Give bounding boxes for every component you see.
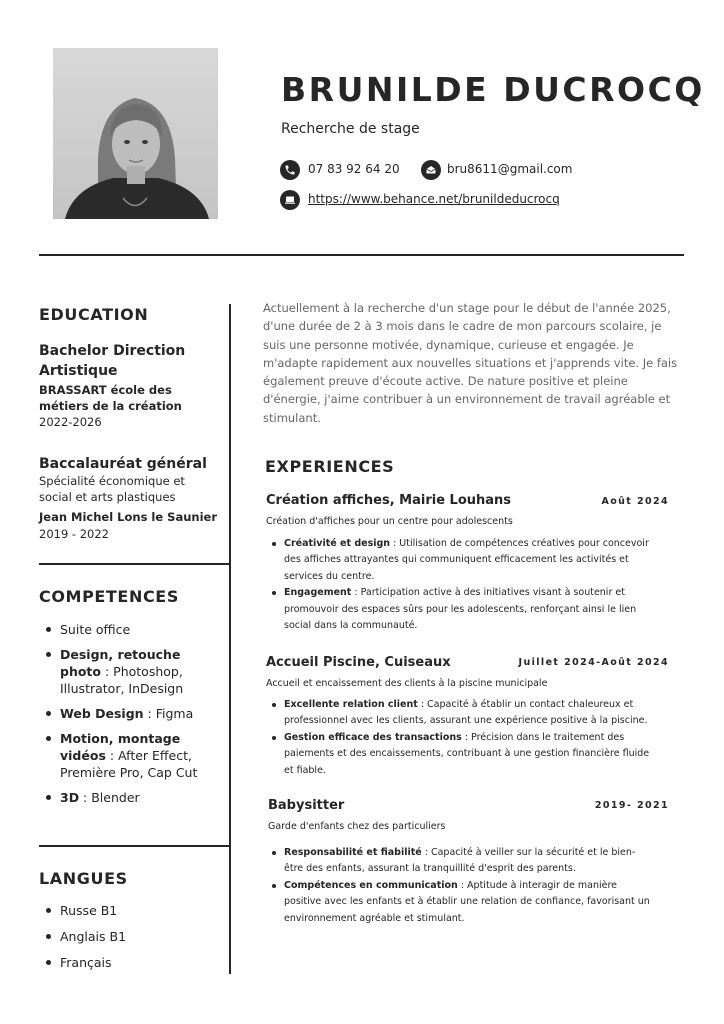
header-divider: [39, 254, 684, 256]
list-item: [39, 646, 219, 697]
job-description: Accueil et encaissement des clients à la piscine municipale: [266, 678, 548, 689]
candidate-subtitle: Recherche de stage: [281, 121, 420, 137]
job-title: Création affiches, Mairie Louhans: [266, 493, 512, 508]
list-item: [266, 845, 654, 878]
list-item: [266, 585, 654, 634]
list-item: [39, 789, 219, 806]
skill-text: : After Effect, Première Pro, Cap Cut: [60, 748, 198, 780]
list-item: [39, 928, 219, 945]
competences-heading: COMPETENCES: [39, 587, 179, 606]
sidebar-divider: [39, 563, 230, 565]
bullet-text: : Capacité à établir un contact chaleureux et professionnel avec les clients, assurant une expérience positive à la piscine.: [284, 699, 648, 727]
list-item: [266, 697, 654, 730]
job-bullets: [266, 697, 654, 779]
job-date: Juillet 2024-Août 2024: [518, 657, 669, 668]
language-text: Russe B1: [60, 903, 118, 918]
list-item: [39, 902, 219, 919]
bullet-text: : Participation active à des initiatives visant à soutenir et promouvoir des espaces sûrs pour les adolescents, renforçant ainsi le lien social dans la communauté.: [284, 587, 637, 632]
bullet-text: : Aptitude à interagir de manière positive avec les enfants et à établir une relation de confiance, favorisant un environnement agréable et stimulant.: [284, 879, 650, 924]
job-bullets: [266, 845, 654, 927]
education-years: 2022-2026: [39, 415, 102, 429]
skill-label: Web Design: [60, 706, 144, 721]
list-item: [39, 621, 219, 638]
candidate-name: BRUNILDE DUCROCQ: [281, 70, 705, 109]
sidebar-divider: [39, 845, 230, 847]
language-text: Français: [60, 955, 112, 970]
skill-text: : Blender: [79, 790, 140, 805]
skill-text: : Figma: [143, 706, 194, 721]
job-date: Août 2024: [601, 496, 669, 507]
language-text: Anglais B1: [60, 929, 127, 944]
languages-list: [39, 902, 219, 979]
skill-label: Design, retouche photo: [60, 647, 181, 679]
portrait-image: [53, 48, 218, 219]
education-years: 2019 - 2022: [39, 527, 109, 541]
portfolio-link[interactable]: https://www.behance.net/brunildeducrocq: [308, 192, 560, 206]
langues-heading: LANGUES: [39, 869, 128, 888]
bullet-label: Excellente relation client: [284, 699, 418, 710]
profile-photo: [53, 48, 218, 219]
email-icon: [421, 160, 441, 180]
bullet-label: Créativité et design: [284, 538, 391, 549]
email-address[interactable]: bru8611@gmail.com: [447, 162, 573, 176]
job-date: 2019- 2021: [594, 800, 669, 811]
job-bullets: [266, 536, 654, 634]
skills-list: [39, 621, 219, 814]
phone-icon: [280, 160, 300, 180]
skill-label: 3D: [60, 790, 80, 805]
bullet-label: Gestion efficace des transactions: [284, 731, 462, 743]
list-item: [39, 730, 219, 781]
education-detail: Spécialité économique et social et arts plastiques: [39, 474, 185, 504]
column-divider: [229, 304, 231, 974]
phone-number: 07 83 92 64 20: [308, 162, 400, 176]
job-title: Accueil Piscine, Cuiseaux: [266, 655, 451, 670]
list-item: [39, 705, 219, 722]
bullet-text: : Capacité à veiller sur la sécurité et le bien-être des enfants, assurant la tranquillité d'esprit des parents.: [284, 847, 636, 875]
bullet-text: : Précision dans le traitement des paiements et des encaissements, contribuant à une gestion financière fluide et fiable.: [284, 731, 650, 776]
job-title: Babysitter: [268, 798, 345, 813]
list-item: [39, 954, 219, 971]
bullet-text: : Utilisation de compétences créatives pour concevoir des affiches attrayantes qui communiquent efficacement les activités et services du centre.: [284, 538, 649, 582]
education-school: BRASSART école des métiers de la création: [39, 383, 182, 413]
bullet-label: Engagement: [284, 587, 352, 599]
bullet-label: Compétences en communication: [284, 879, 458, 891]
list-item: [266, 878, 654, 927]
education-degree: Baccalauréat général: [39, 456, 207, 472]
skill-text: Suite office: [60, 622, 131, 637]
education-heading: EDUCATION: [39, 305, 149, 324]
bullet-label: Responsabilité et fiabilité: [284, 847, 422, 858]
skill-text: : Photoshop, Illustrator, InDesign: [60, 664, 184, 696]
computer-icon: [280, 190, 300, 210]
list-item: [266, 536, 654, 585]
job-description: Garde d'enfants chez des particuliers: [268, 821, 446, 832]
education-degree: Bachelor Direction Artistique: [39, 343, 186, 379]
job-description: Création d'affiches pour un centre pour adolescents: [266, 516, 513, 527]
skill-label: Motion, montage vidéos: [60, 731, 181, 763]
profile-summary: Actuellement à la recherche d'un stage pour le début de l'année 2025, d'une durée de 2 à 3 mois dans le cadre de mon parcours scolaire, je suis une personne motivée, dynamique, curieuse et engagée. Je m'adapte rapidement aux nouvelles situations et j'apprends vite. Je fais également preuve d'écoute active. De nature positive et pleine d'énergie, j'aime contribuer à un environnement de travail agréable et stimulant.: [263, 301, 678, 425]
education-school: Jean Michel Lons le Saunier: [39, 510, 218, 524]
experiences-heading: EXPERIENCES: [265, 457, 395, 476]
list-item: [266, 730, 654, 779]
